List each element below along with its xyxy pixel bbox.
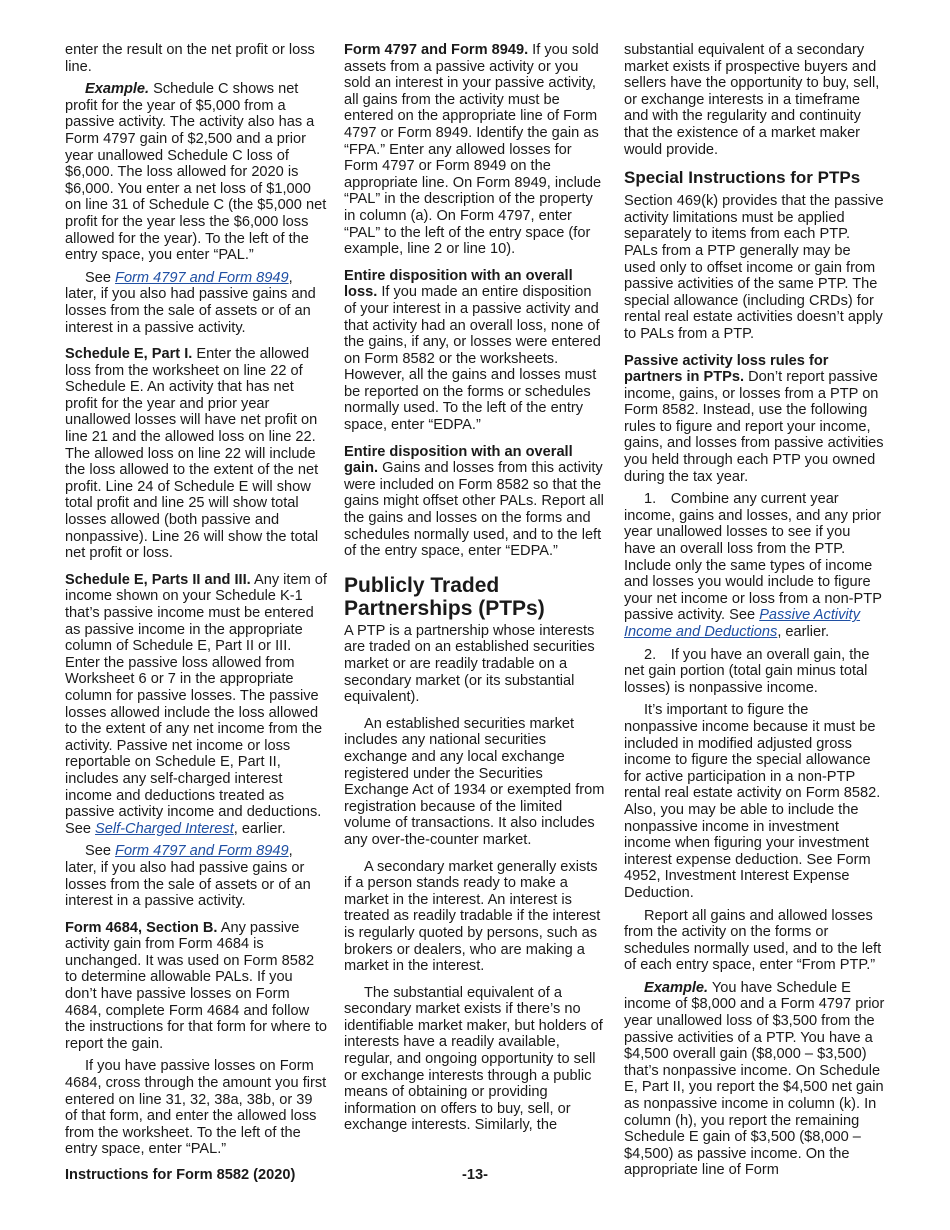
paragraph-form-4797-8949: Form 4797 and Form 8949. If you sold assets from a passive activity or you sold an interest in your passive activity, all gains from the activity must be entered on the appropriate line of Form 4797 or Form 8949. Identify the gain as “FPA.” Enter any allowed losses for Form 4797 or Form 8949 on the appropriate line. On Form 8949, include “PAL” in the description of the property in column (a). On Form 4797, enter “PAL” to the left of the entry space (for example, line 2 or line 10).	[344, 42, 602, 258]
paragraph: An established securities market includes any national securities exchange and any local exchange registered under the Securities Exchange Act of 1934 or exempted from registration because of the limited volume of transactions. It also includes any over-the-counter market.	[344, 715, 605, 848]
paragraph-schedule-e-part-i: Schedule E, Part I. Enter the allowed loss from the worksheet on line 22 of Schedule E. An activity that has net profit for the year and prior year unallowed losses will have net profit on line 21 and the allowed loss on line 22. The allowed loss on line 22 will include the loss allowed to the extent of the net profit. Line 24 of Schedule E will show total profit and line 25 will show total losses allowed (both passive and nonpassive). Line 26 will show the total net profit or loss.	[65, 346, 319, 562]
paragraph: A secondary market generally exists if a person stands ready to make a market in the interest. An interest is treated as readily tradable if the interest is regularly quoted by persons, such as brokers or dealers, who are making a market in the interest.	[344, 858, 601, 975]
paragraph: See Form 4797 and Form 8949, later, if you also had passive gains or losses from the sale of assets or of an interest in a passive activity.	[65, 843, 311, 910]
paragraph: If you have passive losses on Form 4684, cross through the amount you first entered on line 31, 32, 38a, 38b, or 39 of that form, and enter the allowed loss from the worksheet. To the left of the entry space, enter “PAL.”	[65, 1058, 327, 1158]
run-in-heading: Entire disposition with an overall loss.	[344, 267, 573, 301]
paragraph-form-4684: Form 4684, Section B. Any passive activity gain from Form 4684 is unchanged. It was used on Form 8582 to determine allowable PALs. If you don’t have passive losses on Form 4684, complete Form 4684 and follow the instructions for that form for where to report the gain.	[65, 919, 327, 1052]
column-3	[624, 42, 886, 1185]
footer-form-title: Instructions for Form 8582 (2020)	[65, 1167, 296, 1183]
link-form-4797-and-form-8949[interactable]: Form 4797 and Form 8949	[115, 269, 289, 286]
list-item-2: 2. If you have an overall gain, the net gain portion (total gain minus total losses) is nonpassive income.	[624, 646, 870, 696]
section-heading-ptps: Publicly Traded Partnerships (PTPs)	[344, 573, 545, 620]
paragraph: See Form 4797 and Form 8949, later, if you also had passive gains and losses from the sale of assets or of an interest in a passive activity.	[65, 269, 316, 336]
paragraph-loss-rules: Passive activity loss rules for partners in PTPs. Don’t report passive income, gains, or losses from a PTP on Form 8582. Instead, use the following rules to figure and report your income, gains, and losses from passive activities you held through each PTP you owned during the tax year.	[624, 352, 884, 485]
run-in-heading: Passive activity loss rules for partners in PTPs.	[624, 352, 829, 386]
paragraph: Section 469(k) provides that the passive activity limitations must be applied separately to items from each PTP. PALs from a PTP generally may be used only to offset income or gain from passive activities of the same PTP. The special allowance (including CRDs) for rental real estate activities doesn’t apply to PALs from a PTP.	[624, 193, 884, 342]
paragraph: Report all gains and allowed losses from the activity on the forms or schedules normally used, and to the left of each entry space, enter “From PTP.”	[624, 907, 882, 974]
column-1	[65, 42, 327, 1164]
run-in-heading: Schedule E, Part I.	[65, 346, 193, 363]
link-self-charged-interest[interactable]: Self-Charged Interest	[95, 820, 234, 837]
run-in-heading: Entire disposition with an overall gain.	[344, 443, 573, 477]
paragraph: enter the result on the net profit or loss line.	[65, 42, 315, 75]
paragraph-schedule-e-parts-ii-iii: Schedule E, Parts II and III. Any item of income shown on your Schedule K-1 that’s passive income must be entered as passive income in the appropriate column of Schedule E, Part II or III. Enter the passive loss allowed from Worksheet 6 or 7 in the appropriate column for passive losses. The passive losses allowed include the loss allowed to the extent of any net income from the activity. Passive net income or loss reportable on Schedule E, Part II, includes any self-charged interest income and deductions treated as passive activity income and deductions. See Self-Charged Interest, earlier.	[65, 571, 327, 837]
run-in-heading: Example.	[644, 979, 709, 996]
run-in-heading: Form 4797 and Form 8949.	[344, 42, 529, 58]
run-in-heading: Form 4684, Section B.	[65, 919, 218, 936]
paragraph: The substantial equivalent of a secondary market exists if there’s no identifiable market maker, but holders of interests have a readily available, regular, and ongoing opportunity to sell or exchange interests through a public means of obtaining or providing information on offers to buy, sell, or exchange interests. Similarly, the	[344, 984, 603, 1134]
run-in-heading: Schedule E, Parts II and III.	[65, 571, 251, 588]
link-passive-activity-income-and-deductions[interactable]: Passive Activity Income and Deductions	[624, 607, 861, 640]
link-form-4797-and-form-8949[interactable]: Form 4797 and Form 8949	[115, 843, 289, 860]
paragraph: It’s important to figure the nonpassive income because it must be included in modified adjusted gross income to figure the special allowance for active participation in a non-PTP rental real estate activity on Form 8582. Also, you may be able to include the nonpassive income in investment income when figuring your investment interest expense deduction. See Form 4952, Investment Interest Expense Deduction.	[624, 702, 881, 901]
paragraph-example: Example. Schedule C shows net profit for the year of $5,000 from a passive activity. The activity also has a Form 4797 gain of $2,500 and a prior year unallowed Schedule C loss of $6,000. The loss allowed for 2020 is $6,000. You enter a net loss of $1,000 on line 31 of Schedule C (the $5,000 net profit for the year less the $6,000 loss allowed for the year). To the left of the entry space, you enter “PAL.”	[65, 81, 327, 264]
column-2	[344, 42, 606, 1140]
paragraph-example: Example. You have Schedule E income of $8,000 and a Form 4797 prior year unallowed loss of $3,500 from the passive activities of a PTP. You have a $4,500 overall gain ($8,000 – $3,500) that’s nonpassive income. On Schedule E, Part II, you report the $4,500 net gain as nonpassive income in column (k). In column (h), you report the remaining Schedule E gain of $3,500 ($8,000 – $4,500) as passive income. On the appropriate line of Form	[624, 979, 885, 1179]
run-in-heading: Example.	[85, 81, 150, 98]
list-item-1: 1. Combine any current year income, gains and losses, and any prior year unallowed losses to see if you have an overall loss from the PTP. Include only the same types of income and losses you would include to figure your net income or loss from a non-PTP passive activity. See Passive Activity Income and Deductions, earlier.	[624, 491, 882, 640]
paragraph-overall-gain: Entire disposition with an overall gain. Gains and losses from this activity were included on Form 8582 so that the gains might offset other PALs. Report all the gains and losses on the forms and schedules normally used, and to the left of the entry space, enter “EDPA.”	[344, 443, 604, 560]
paragraph: A PTP is a partnership whose interests are traded on an established securities market or are readily tradable on a secondary market (or its substantial equivalent).	[344, 622, 595, 706]
section-heading-special-instructions: Special Instructions for PTPs	[624, 168, 861, 188]
page-number: -13-	[462, 1167, 488, 1183]
paragraph-overall-loss: Entire disposition with an overall loss. If you made an entire disposition of your interest in a passive activity and that activity had an overall loss, none of the gains, if any, or losses were entered on Form 8582 or the worksheets. However, all the gains and losses must be reported on the forms or schedules normally used. To the left of the entry space, enter “EDPA.”	[344, 267, 601, 434]
paragraph: substantial equivalent of a secondary market exists if prospective buyers and sellers have the opportunity to buy, sell, or exchange interests in a timeframe and with the regularity and continuity that the existence of a market maker would provide.	[624, 42, 880, 158]
